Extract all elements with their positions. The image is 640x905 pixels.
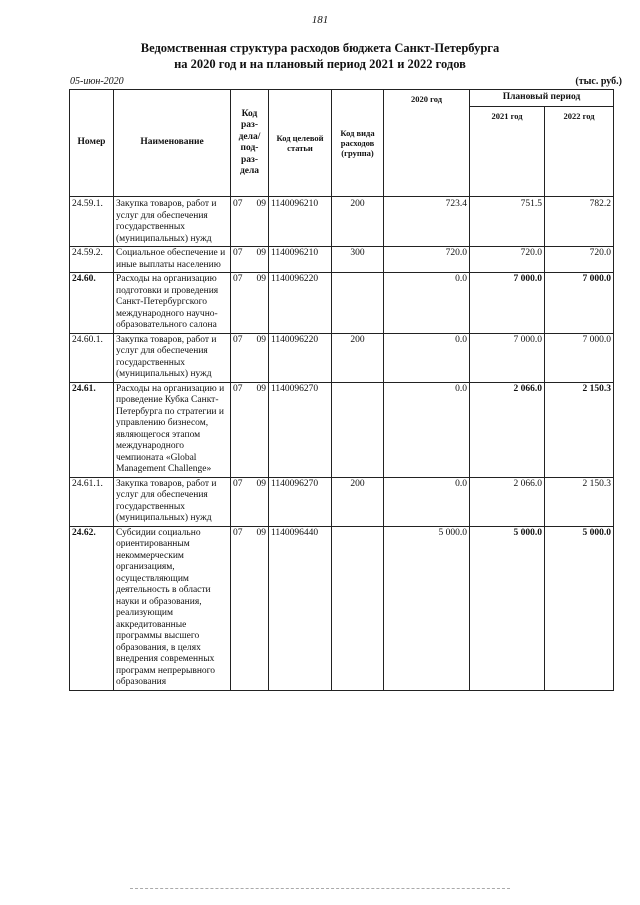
header-2022: 2022 год xyxy=(545,107,614,197)
table-row xyxy=(70,382,614,477)
row-name: Социальное обеспечение и иные выплаты населению xyxy=(114,247,231,273)
header-name: Наименование xyxy=(114,90,231,197)
document-date: 05-июн-2020 xyxy=(70,76,124,87)
budget-table-body xyxy=(70,197,614,691)
table-row xyxy=(70,333,614,382)
row-podrazdel: 09 xyxy=(256,248,266,258)
row-section-code xyxy=(231,197,269,247)
row-number: 24.59.2. xyxy=(70,247,114,273)
row-target-code: 1140096270 xyxy=(269,477,332,526)
scan-artifact-line xyxy=(130,888,510,890)
header-2020: 2020 год xyxy=(384,90,470,197)
row-expense-type: 200 xyxy=(332,477,384,526)
row-name: Закупка товаров, работ и услуг для обеспечения государственных (муниципальных) нужд xyxy=(114,477,231,526)
row-podrazdel: 09 xyxy=(256,478,266,489)
row-value-2020: 5 000.0 xyxy=(384,526,470,690)
budget-table xyxy=(69,89,614,691)
row-razdel: 07 xyxy=(233,478,243,489)
row-razdel: 07 xyxy=(233,274,243,284)
table-row xyxy=(70,526,614,690)
row-section-code xyxy=(231,526,269,690)
row-razdel: 07 xyxy=(233,248,243,258)
row-value-2020: 0.0 xyxy=(384,273,470,334)
row-number: 24.62. xyxy=(70,526,114,690)
row-section-code xyxy=(231,247,269,273)
row-podrazdel: 09 xyxy=(256,334,266,345)
row-value-2021: 7 000.0 xyxy=(470,273,545,334)
row-number: 24.59.1. xyxy=(70,197,114,247)
document-title xyxy=(0,40,640,72)
title-line-2: на 2020 год и на плановый период 2021 и 2022 годов xyxy=(174,57,466,71)
row-value-2021: 2 066.0 xyxy=(470,382,545,477)
header-section-code: Код раз-дела/ под-раз-дела xyxy=(231,90,269,197)
row-value-2022: 2 150.3 xyxy=(545,477,614,526)
table-row xyxy=(70,247,614,273)
row-value-2021: 720.0 xyxy=(470,247,545,273)
row-value-2022: 5 000.0 xyxy=(545,526,614,690)
title-line-1: Ведомственная структура расходов бюджета Санкт-Петербурга xyxy=(140,41,500,55)
row-target-code: 1140096210 xyxy=(269,247,332,273)
row-value-2020: 0.0 xyxy=(384,333,470,382)
row-podrazdel: 09 xyxy=(256,199,266,209)
row-razdel: 07 xyxy=(233,527,243,538)
row-value-2022: 720.0 xyxy=(545,247,614,273)
header-target-code: Код целевой статьи xyxy=(269,90,332,197)
row-section-code xyxy=(231,382,269,477)
row-section-code xyxy=(231,477,269,526)
row-name: Закупка товаров, работ и услуг для обеспечения государственных (муниципальных) нужд xyxy=(114,333,231,382)
header-planned-period: Плановый период xyxy=(470,90,614,107)
row-value-2020: 723.4 xyxy=(384,197,470,247)
row-target-code: 1140096440 xyxy=(269,526,332,690)
row-value-2022: 2 150.3 xyxy=(545,382,614,477)
row-name: Субсидии социально ориентированным некоммерческим организациям, осуществляющим деятельность в области науки и образования, реализующим аккредитованные программы высшего образования, в целях внедрения современных программ непрерывного образования xyxy=(114,526,231,690)
header-2021: 2021 год xyxy=(470,107,545,197)
row-expense-type xyxy=(332,382,384,477)
row-value-2020: 0.0 xyxy=(384,382,470,477)
row-target-code: 1140096270 xyxy=(269,382,332,477)
row-number: 24.61.1. xyxy=(70,477,114,526)
row-razdel: 07 xyxy=(233,334,243,345)
row-expense-type xyxy=(332,273,384,334)
row-value-2022: 7 000.0 xyxy=(545,333,614,382)
row-razdel: 07 xyxy=(233,383,243,394)
row-name: Расходы на организацию подготовки и проведения Санкт-Петербургского международного научно-образовательного салона xyxy=(114,273,231,334)
page-number: 181 xyxy=(311,14,329,26)
row-number: 24.60.1. xyxy=(70,333,114,382)
row-podrazdel: 09 xyxy=(256,527,266,538)
table-row xyxy=(70,477,614,526)
row-name: Расходы на организацию и проведение Кубка Санкт-Петербурга по стратегии и управлению бизнесом, являющегося этапом международного чемпионата «Global Management Challenge» xyxy=(114,382,231,477)
row-value-2020: 0.0 xyxy=(384,477,470,526)
row-number: 24.61. xyxy=(70,382,114,477)
table-row xyxy=(70,273,614,334)
row-expense-type: 200 xyxy=(332,197,384,247)
row-expense-type xyxy=(332,526,384,690)
header-expense-type-code: Код вида расходов (группа) xyxy=(332,90,384,197)
row-target-code: 1140096220 xyxy=(269,333,332,382)
row-value-2022: 7 000.0 xyxy=(545,273,614,334)
row-podrazdel: 09 xyxy=(256,274,266,284)
row-value-2021: 5 000.0 xyxy=(470,526,545,690)
header-number: Номер xyxy=(70,90,114,197)
row-name: Закупка товаров, работ и услуг для обеспечения государственных (муниципальных) нужд xyxy=(114,197,231,247)
units-label: (тыс. руб.) xyxy=(575,76,622,87)
row-expense-type: 300 xyxy=(332,247,384,273)
row-target-code: 1140096210 xyxy=(269,197,332,247)
row-number: 24.60. xyxy=(70,273,114,334)
table-row xyxy=(70,197,614,247)
row-target-code: 1140096220 xyxy=(269,273,332,334)
row-section-code xyxy=(231,273,269,334)
row-value-2022: 782.2 xyxy=(545,197,614,247)
row-section-code xyxy=(231,333,269,382)
row-value-2021: 2 066.0 xyxy=(470,477,545,526)
row-razdel: 07 xyxy=(233,199,243,209)
row-value-2021: 7 000.0 xyxy=(470,333,545,382)
row-expense-type: 200 xyxy=(332,333,384,382)
row-value-2021: 751.5 xyxy=(470,197,545,247)
row-value-2020: 720.0 xyxy=(384,247,470,273)
row-podrazdel: 09 xyxy=(256,383,266,394)
